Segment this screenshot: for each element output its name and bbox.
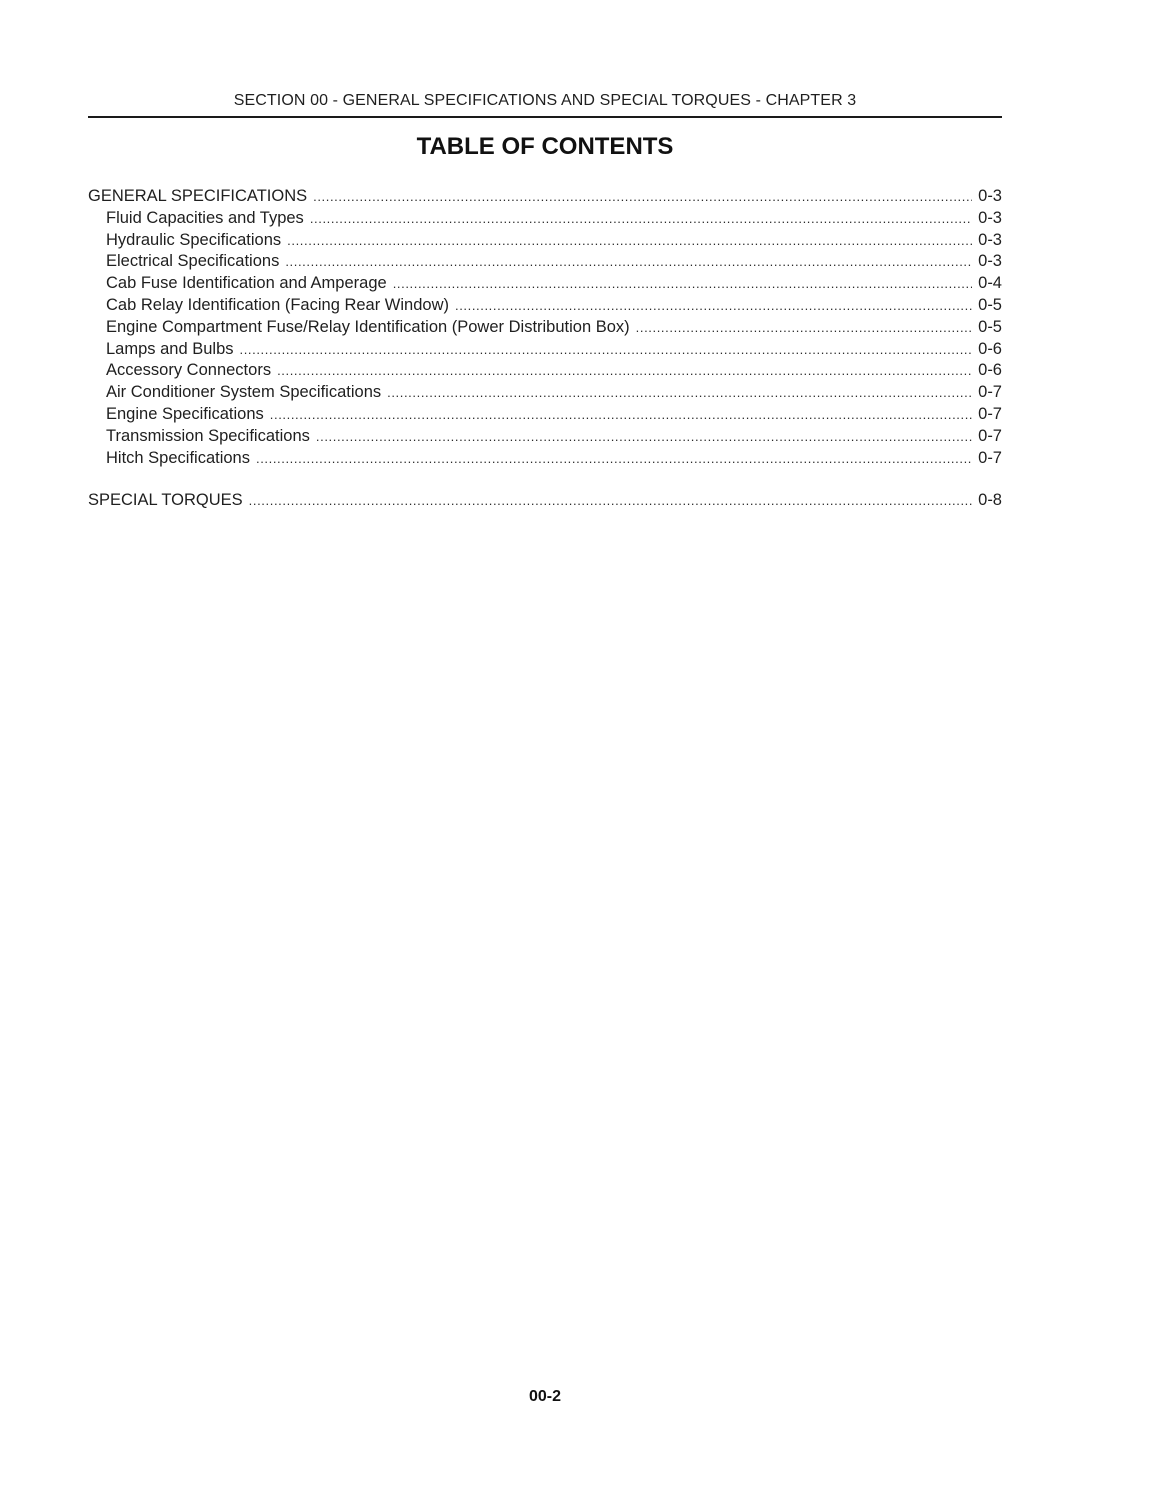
dot-leader <box>310 208 972 230</box>
toc-entry-page: 0-6 <box>978 361 1002 380</box>
toc-entry-page: 0-5 <box>978 317 1002 336</box>
toc-title: TABLE OF CONTENTS <box>416 133 674 160</box>
toc-entry-page: 0-7 <box>978 426 1002 445</box>
table-of-contents <box>88 186 1002 512</box>
dot-leader <box>287 230 972 252</box>
toc-entry-label: Transmission Specifications <box>106 426 310 445</box>
dot-leader <box>270 404 972 426</box>
toc-entry-engine-specifications[interactable] <box>88 404 1002 426</box>
toc-entry-label: Fluid Capacities and Types <box>106 208 304 227</box>
toc-entry-label: Engine Compartment Fuse/Relay Identification (Power Distribution Box) <box>106 317 630 336</box>
header-rule <box>88 116 1002 118</box>
toc-entry-page: 0-5 <box>978 295 1002 314</box>
dot-leader <box>455 295 972 317</box>
dot-leader <box>393 273 972 295</box>
dot-leader <box>313 186 972 208</box>
toc-entry-label: Cab Relay Identification (Facing Rear Window) <box>106 295 449 314</box>
page-number: 00-2 <box>528 1388 562 1405</box>
dot-leader <box>256 448 972 470</box>
toc-entry-cab-relay-identification[interactable] <box>88 295 1002 317</box>
toc-entry-label: Electrical Specifications <box>106 252 280 271</box>
toc-entry-general-specifications[interactable] <box>88 186 1002 208</box>
toc-entry-label: Hydraulic Specifications <box>106 230 282 249</box>
toc-entry-transmission-specifications[interactable] <box>88 426 1002 448</box>
toc-entry-page: 0-7 <box>978 383 1002 402</box>
toc-entry-page: 0-4 <box>978 274 1002 293</box>
dot-leader <box>285 251 972 273</box>
toc-entry-label: Air Conditioner System Specifications <box>106 383 382 402</box>
toc-entry-page: 0-3 <box>978 230 1002 249</box>
dot-leader <box>240 339 973 361</box>
toc-entry-air-conditioner-specifications[interactable] <box>88 382 1002 404</box>
dot-leader <box>636 317 972 339</box>
toc-entry-special-torques[interactable] <box>88 490 1002 512</box>
toc-entry-label: Cab Fuse Identification and Amperage <box>106 274 387 293</box>
toc-entry-page: 0-3 <box>978 187 1002 205</box>
toc-entry-engine-compartment-fuse-relay[interactable] <box>88 317 1002 339</box>
toc-entry-page: 0-3 <box>978 208 1002 227</box>
toc-entry-page: 0-8 <box>978 491 1002 510</box>
dot-leader <box>387 382 972 404</box>
dot-leader <box>249 490 972 512</box>
toc-entry-page: 0-6 <box>978 339 1002 358</box>
toc-entry-fluid-capacities[interactable] <box>88 208 1002 230</box>
toc-entry-page: 0-7 <box>978 404 1002 423</box>
toc-entry-label: Hitch Specifications <box>106 448 250 467</box>
toc-entry-hitch-specifications[interactable] <box>88 448 1002 470</box>
toc-entry-page: 0-3 <box>978 252 1002 271</box>
toc-entry-lamps-and-bulbs[interactable] <box>88 339 1002 361</box>
toc-entry-accessory-connectors[interactable] <box>88 360 1002 382</box>
dot-leader <box>277 360 972 382</box>
toc-entry-label: Lamps and Bulbs <box>106 339 234 358</box>
toc-entry-label: Accessory Connectors <box>106 361 272 380</box>
section-header: SECTION 00 - GENERAL SPECIFICATIONS AND SPECIAL TORQUES - CHAPTER 3 <box>233 92 857 109</box>
toc-entry-page: 0-7 <box>978 448 1002 467</box>
toc-entry-label: Engine Specifications <box>106 404 264 423</box>
toc-entry-electrical-specifications[interactable] <box>88 251 1002 273</box>
dot-leader <box>316 426 972 448</box>
toc-entry-hydraulic-specifications[interactable] <box>88 230 1002 252</box>
toc-entry-label: GENERAL SPECIFICATIONS <box>88 187 308 205</box>
toc-entry-cab-fuse-identification[interactable] <box>88 273 1002 295</box>
toc-entry-label: SPECIAL TORQUES <box>88 491 243 510</box>
